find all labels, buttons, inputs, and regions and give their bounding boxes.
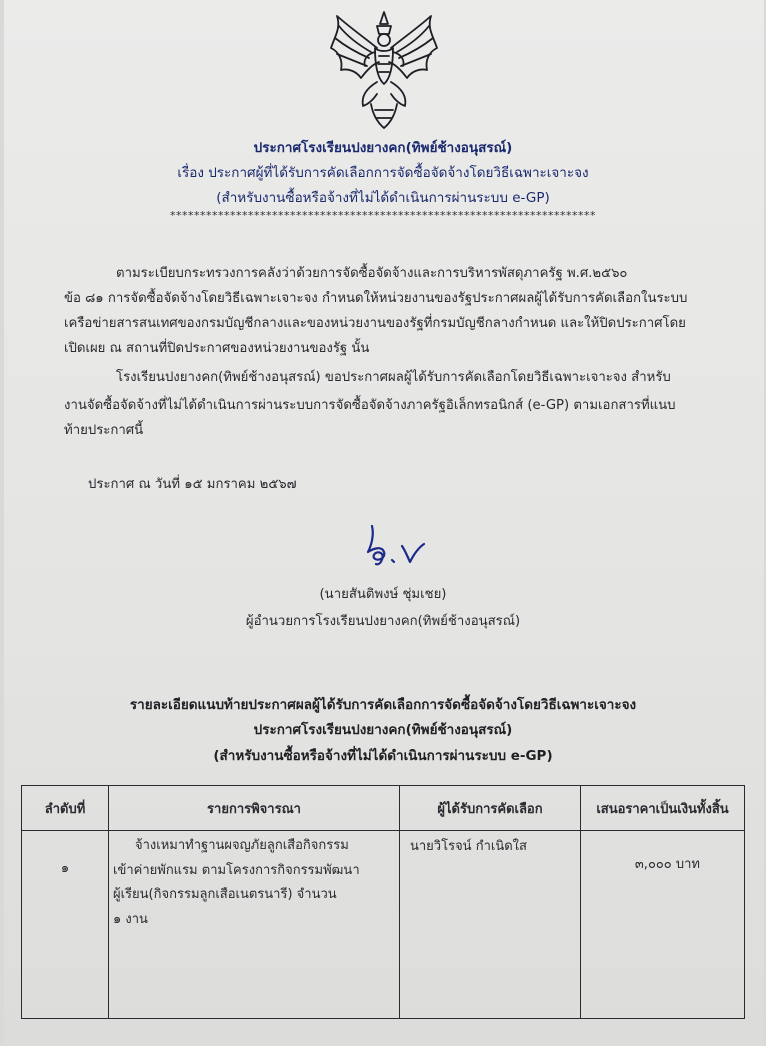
announcement-title: ประกาศโรงเรียนปงยางคก(ทิพย์ช้างอนุสรณ์) xyxy=(253,140,513,156)
table-header-row xyxy=(22,786,745,831)
garuda-emblem-icon xyxy=(327,8,441,132)
paragraph-2-line-1: โรงเรียนปงยางคก(ทิพย์ช้างอนุสรณ์) ขอประกาศผลผู้ได้รับการคัดเลือกโดยวิธีเฉพาะเจาะจง สำหรับ xyxy=(116,370,671,385)
award-table xyxy=(21,785,745,1019)
paragraph-2-line-3: ท้ายประกาศนี้ xyxy=(64,423,144,438)
signer-position: ผู้อำนวยการโรงเรียนปงยางคก(ทิพย์ช้างอนุสรณ์) xyxy=(245,614,521,629)
attachment-title-line-1: รายละเอียดแนบท้ายประกาศผลผู้ได้รับการคัดเลือกการจัดซื้อจัดจ้างโดยวิธีเฉพาะเจาะจง xyxy=(129,697,637,713)
paragraph-1-line-4: เปิดเผย ณ สถานที่ปิดประกาศของหน่วยงานของรัฐ นั้น xyxy=(64,341,370,356)
row-order-no: ๑ xyxy=(22,831,109,1019)
item-line: เข้าค่ายพักแรม ตามโครงการกิจกรรมพัฒนา xyxy=(113,862,360,878)
paragraph-1-line-2: ข้อ ๘๑ การจัดซื้อจัดจ้างโดยวิธีเฉพาะเจาะจง กำหนดให้หน่วยงานของรัฐประกาศผลผู้ได้รับการคัดเลือกในระบบ xyxy=(64,291,688,306)
header-item: รายการพิจารณา xyxy=(109,786,400,831)
signer-name: (นายสันติพงษ์ ชุ่มเชย) xyxy=(319,587,447,602)
announcement-date: ประกาศ ณ วันที่ ๑๕ มกราคม ๒๕๖๗ xyxy=(88,477,297,492)
announcement-subject: เรื่อง ประกาศผู้ที่ได้รับการคัดเลือกการจัดซื้อจัดจ้างโดยวิธีเฉพาะเจาะจง xyxy=(177,165,589,181)
item-line: ๑ งาน xyxy=(113,911,148,927)
item-line: จ้างเหมาทำฐานผจญภัยลูกเสือกิจกรรม xyxy=(135,838,349,853)
header-price: เสนอราคาเป็นเงินทั้งสิ้น xyxy=(581,786,745,831)
attachment-title-line-2: ประกาศโรงเรียนปงยางคก(ทิพย์ช้างอนุสรณ์) xyxy=(253,722,513,738)
paragraph-1-line-1: ตามระเบียบกระทรวงการคลังว่าด้วยการจัดซื้อจัดจ้างและการบริหารพัสดุภาครัฐ พ.ศ.๒๕๖๐ xyxy=(116,266,628,281)
row-item xyxy=(109,831,400,1019)
row-winner: นายวิโรจน์ กำเนิดใส xyxy=(400,831,581,1019)
item-line: ผู้เรียน(กิจกรรมลูกเสือเนตรนารี) จำนวน xyxy=(113,887,337,902)
paragraph-2-line-2: งานจัดซื้อจัดจ้างที่ไม่ได้ดำเนินการผ่านระบบการจัดซื้อจัดจ้างภาครัฐอิเล็กทรอนิกส์ (e-GP) ตามเอกสารที่แนบ xyxy=(64,398,676,413)
header-winner: ผู้ได้รับการคัดเลือก xyxy=(400,786,581,831)
announcement-note: (สำหรับงานซื้อหรือจ้างที่ไม่ได้ดำเนินการผ่านระบบ e-GP) xyxy=(216,190,550,206)
handwritten-signature xyxy=(362,522,434,578)
header-order-no: ลำดับที่ xyxy=(22,786,109,831)
star-separator: *********************************************************************** xyxy=(170,209,596,222)
attachment-title-line-3: (สำหรับงานซื้อหรือจ้างที่ไม่ได้ดำเนินการผ่านระบบ e-GP) xyxy=(213,748,553,764)
table-row xyxy=(22,831,745,1019)
row-price: ๓,๐๐๐ บาท xyxy=(581,831,745,1019)
paragraph-1-line-3: เครือข่ายสารสนเทศของกรมบัญชีกลางและของหน่วยงานของรัฐที่กรมบัญชีกลางกำหนด และให้ปิดประกาศโดย xyxy=(64,316,686,331)
